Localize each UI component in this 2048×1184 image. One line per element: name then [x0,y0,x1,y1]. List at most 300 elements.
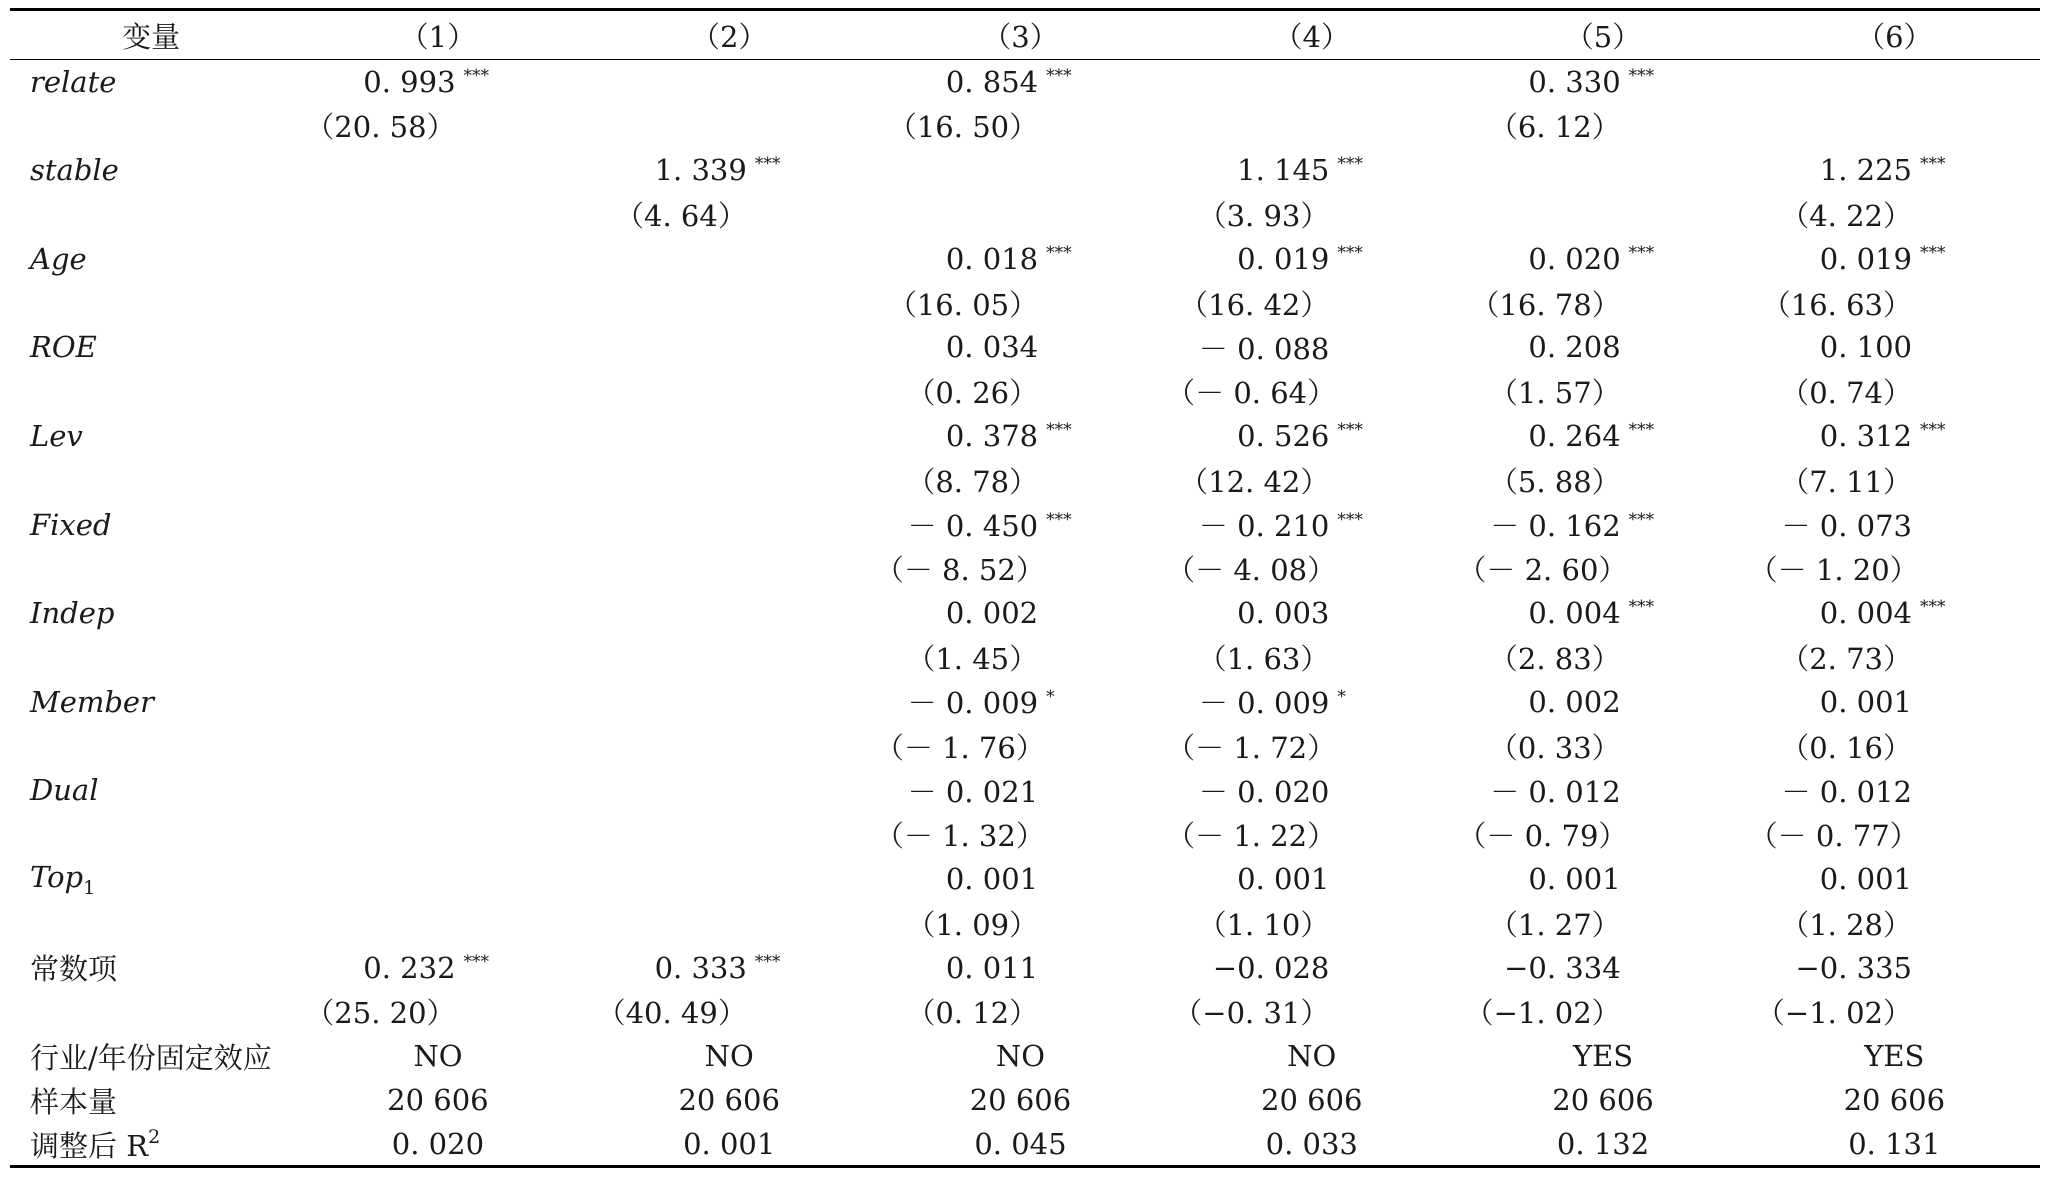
empty-cell [10,281,292,325]
coef-cell: 1. 225 *** [1819,153,1946,188]
t-stat-cell [1457,724,1748,768]
variable-name [10,237,292,281]
t-stat-cell [1166,724,1457,768]
summary-value: YES [1864,1039,1925,1074]
t-stat-cell [584,635,875,679]
empty-cell [10,724,292,768]
variable-name [10,414,292,458]
t-stat-value: （−0. 31） [1173,996,1330,1031]
t-stat-value: （5. 88） [1488,464,1621,499]
t-stat-cell [1749,724,2040,768]
summary-value: YES [1572,1039,1634,1074]
coef-value: 0. 034 [945,330,1039,365]
coef-cell: 0. 333 *** [654,950,781,985]
t-stat-value: （16. 50） [887,110,1039,145]
t-stat-cell [1457,192,1748,236]
coef-cell [1749,680,2040,724]
t-stat-row [10,370,2040,414]
t-stat-value: （0. 16） [1780,730,1912,765]
coef-cell: 0. 378 *** [945,419,1072,454]
table-body [10,60,2040,1167]
empty-cell [10,192,292,236]
model-6-header: （6） [1749,10,2040,60]
t-stat-cell [1457,547,1748,591]
coef-row [10,502,2040,546]
coef-value: 1. 145 [1237,153,1330,188]
coef-cell [1166,857,1457,901]
coef-cell [1166,325,1457,369]
coef-value: 0. 018 [945,241,1039,276]
t-stat-cell [292,635,583,679]
t-stat-cell [292,458,583,502]
coef-cell [1457,325,1748,369]
t-stat-value: （4. 22） [1780,199,1912,234]
coef-cell: 0. 993 *** [363,64,490,99]
coef-value: 0. 001 [945,861,1039,896]
t-stat-cell [292,901,583,945]
coef-row [10,60,2040,104]
t-stat-cell [1166,813,1457,857]
t-stat-row [10,281,2040,325]
variable-name [10,857,292,901]
coef-value: 0. 001 [1819,684,1912,719]
t-stat-cell [875,547,1166,591]
coef-cell: － 0. 210 *** [1198,509,1363,544]
summary-cell [1749,1123,2040,1167]
coef-value: 1. 225 [1819,153,1912,188]
t-stat-row [10,990,2040,1034]
summary-value: 20 606 [1261,1083,1363,1118]
coef-value: 0. 330 [1528,64,1621,99]
t-stat-cell [292,547,583,591]
t-stat-cell [584,281,875,325]
t-stat-row [10,192,2040,236]
t-stat-value: （－ 0. 64） [1166,376,1337,411]
variable-label: Age [30,241,87,276]
t-stat-cell [1166,370,1457,414]
empty-cell [10,813,292,857]
coef-value: 0. 001 [1819,861,1912,896]
t-stat-cell [875,990,1166,1034]
empty-cell [10,370,292,414]
coef-row [10,945,2040,989]
t-stat-cell [1457,104,1748,148]
t-stat-value: （1. 09） [906,907,1039,942]
summary-cell [1749,1034,2040,1078]
t-stat-row [10,547,2040,591]
coef-cell: 0. 854 *** [945,64,1072,99]
coef-cell [875,325,1166,369]
coef-value: 0. 333 [654,950,747,985]
summary-value: 0. 020 [391,1127,485,1162]
summary-value: 0. 045 [974,1127,1067,1162]
t-stat-cell [584,370,875,414]
coef-cell [875,591,1166,635]
summary-value: NO [1287,1039,1337,1074]
t-stat-cell [1749,370,2040,414]
t-stat-cell [1166,990,1457,1034]
coef-cell: 0. 330 *** [1528,64,1655,99]
coef-value: 0. 020 [1528,241,1621,276]
coef-value: −0. 335 [1795,950,1912,985]
coef-cell: 0. 018 *** [945,241,1072,276]
t-stat-value: （－ 0. 77） [1748,819,1919,854]
model-5-header: （5） [1457,10,1748,60]
t-stat-cell [1457,370,1748,414]
t-stat-cell [875,370,1166,414]
coef-cell [584,325,875,369]
summary-value: 20 606 [1552,1083,1654,1118]
coef-row [10,414,2040,458]
coef-value: 0. 019 [1237,241,1330,276]
coef-row [10,768,2040,812]
t-stat-cell [584,724,875,768]
summary-label [10,1123,292,1167]
t-stat-cell [875,104,1166,148]
model-2-header: （2） [584,10,875,60]
t-stat-cell [875,281,1166,325]
coef-value: 0. 854 [945,64,1039,99]
coef-cell [1749,945,2040,989]
coef-value: 0. 004 [1528,596,1621,631]
t-stat-cell [1457,458,1748,502]
t-stat-cell [875,901,1166,945]
t-stat-cell [584,990,875,1034]
variable-label: ROE [30,330,97,365]
t-stat-cell [584,192,875,236]
coef-row [10,680,2040,724]
summary-cell [292,1078,583,1122]
coef-cell: － 0. 009 * [907,686,1055,721]
coef-row [10,148,2040,192]
t-stat-cell [1166,192,1457,236]
t-stat-value: （2. 73） [1780,642,1912,676]
t-stat-value: （3. 93） [1197,199,1330,234]
empty-cell [10,547,292,591]
coef-value: － 0. 012 [1490,774,1621,809]
summary-cell [875,1078,1166,1122]
t-stat-value: （16. 05） [887,287,1039,322]
coef-cell [1749,768,2040,812]
variable-label: Fixed [30,507,112,542]
coef-value: － 0. 088 [1198,331,1330,366]
coef-cell [584,857,875,901]
variable-label: Member [30,684,154,719]
t-stat-cell [1166,458,1457,502]
t-stat-value: （0. 74） [1780,376,1912,411]
summary-value: 20 606 [969,1083,1072,1118]
coef-value: 0. 001 [1237,861,1330,896]
t-stat-cell [875,458,1166,502]
summary-cell [1166,1034,1457,1078]
coef-value: 0. 264 [1528,419,1621,454]
variable-column-header: 变量 [10,10,292,60]
t-stat-cell [1749,547,2040,591]
t-stat-cell [292,281,583,325]
coef-value: 0. 002 [1528,684,1621,719]
summary-value: 20 606 [387,1083,489,1118]
t-stat-value: （6. 12） [1488,110,1621,145]
empty-cell [10,104,292,148]
t-stat-value: （－ 8. 52） [874,553,1045,588]
coef-cell [584,768,875,812]
t-stat-row [10,813,2040,857]
coef-value: － 0. 162 [1490,509,1621,544]
coef-cell: 1. 339 *** [654,153,781,188]
summary-cell [584,1034,875,1078]
coef-cell [292,414,583,458]
variable-name [10,60,292,104]
t-stat-value: （16. 63） [1761,287,1912,322]
coef-cell [584,680,875,724]
coef-value: － 0. 450 [907,509,1039,544]
t-stat-row [10,724,2040,768]
summary-value: 0. 033 [1265,1127,1358,1162]
summary-value: NO [704,1039,754,1074]
summary-value: 0. 131 [1848,1127,1941,1162]
t-stat-cell [1166,281,1457,325]
t-stat-cell [1457,990,1748,1034]
summary-cell [584,1123,875,1167]
coef-value: 0. 526 [1237,419,1330,454]
variable-label: Indep [30,596,115,631]
t-stat-value: （－ 4. 08） [1166,553,1337,588]
summary-cell [584,1078,875,1122]
coef-value: － 0. 020 [1198,774,1330,809]
empty-cell [10,901,292,945]
t-stat-cell [292,990,583,1034]
t-stat-value: （40. 49） [596,996,747,1031]
t-stat-cell [1457,635,1748,679]
t-stat-cell [584,547,875,591]
summary-value: 0. 001 [683,1127,776,1162]
coef-cell [1749,325,2040,369]
coef-cell [292,325,583,369]
t-stat-value: （4. 64） [615,199,747,234]
t-stat-value: （－ 2. 60） [1457,553,1628,588]
t-stat-value: （16. 78） [1470,287,1621,322]
fixed-effects-row [10,1034,2040,1078]
coef-value: － 0. 210 [1198,509,1330,544]
t-stat-value: （0. 26） [906,376,1039,411]
coef-value: － 0. 009 [1198,686,1330,721]
coef-value: 0. 232 [363,950,456,985]
regression-table [10,8,2040,1168]
coef-cell [292,857,583,901]
t-stat-value: （−1. 02） [1464,996,1621,1031]
t-stat-cell [1166,547,1457,591]
t-stat-cell [1457,813,1748,857]
coef-cell: 0. 020 *** [1528,241,1655,276]
summary-cell [875,1123,1166,1167]
t-stat-row [10,104,2040,148]
variable-name [10,148,292,192]
t-stat-value: （1. 57） [1488,376,1621,411]
summary-value: NO [995,1039,1046,1074]
coef-value: 1. 339 [654,153,747,188]
summary-label [10,1034,292,1078]
t-stat-value: （2. 83） [1488,642,1621,676]
summary-value: 20 606 [1843,1083,1946,1118]
coef-cell [584,591,875,635]
coef-cell [1749,857,2040,901]
sample-size-row [10,1078,2040,1122]
coef-row [10,325,2040,369]
variable-label: Top [30,859,84,894]
coef-cell: 0. 232 *** [363,950,490,985]
t-stat-cell [1749,901,2040,945]
coef-cell [292,768,583,812]
empty-cell [10,990,292,1034]
coef-cell [292,680,583,724]
coef-cell: － 0. 450 *** [907,509,1072,544]
t-stat-cell [1457,281,1748,325]
coef-row [10,857,2040,901]
t-stat-cell [1749,813,2040,857]
adj-r2-row [10,1123,2040,1167]
variable-subscript: 1 [83,876,96,899]
coef-value: － 0. 073 [1781,509,1912,544]
model-4-header: （4） [1166,10,1457,60]
coef-cell: 0. 312 *** [1819,419,1946,454]
summary-label-superscript: 2 [148,1125,161,1148]
t-stat-value: （－ 1. 76） [874,730,1045,765]
coef-cell: 0. 004 *** [1819,596,1946,631]
variable-name [10,680,292,724]
coef-cell [1457,768,1748,812]
t-stat-row [10,458,2040,502]
coef-cell [875,945,1166,989]
coef-cell [1457,857,1748,901]
coef-cell [584,502,875,546]
variable-label: Lev [30,419,83,454]
coef-value: 0. 003 [1237,596,1330,631]
coef-cell [1457,148,1748,192]
coef-value: 0. 993 [363,64,456,99]
summary-cell [1457,1123,1748,1167]
coef-value: － 0. 009 [907,686,1039,721]
t-stat-cell [584,104,875,148]
summary-cell [1166,1123,1457,1167]
t-stat-value: （25. 20） [305,996,456,1031]
t-stat-cell [1166,901,1457,945]
model-3-header: （3） [875,10,1166,60]
coef-value: 0. 002 [945,596,1039,631]
t-stat-value: （1. 10） [1197,907,1330,942]
t-stat-cell [292,813,583,857]
variable-name [10,591,292,635]
coef-cell [1166,60,1457,104]
t-stat-value: （1. 45） [906,642,1039,676]
model-1-header: （1） [292,10,583,60]
summary-cell [875,1034,1166,1078]
coef-cell [1166,945,1457,989]
summary-cell [292,1123,583,1167]
coef-cell [1166,591,1457,635]
coef-value: 0. 208 [1528,330,1621,365]
t-stat-row [10,901,2040,945]
coef-cell: 0. 019 *** [1819,241,1946,276]
t-stat-value: （−1. 02） [1755,996,1912,1031]
t-stat-value: （16. 42） [1179,287,1330,322]
coef-cell: 1. 145 *** [1237,153,1363,188]
variable-name [10,325,292,369]
summary-cell [1457,1078,1748,1122]
coef-value: 0. 011 [945,950,1039,985]
coef-cell: 0. 019 *** [1237,241,1363,276]
variable-label: 常数项 [30,952,118,987]
t-stat-cell [1749,990,2040,1034]
t-stat-cell [292,104,583,148]
t-stat-value: （20. 58） [305,110,456,145]
coef-row [10,237,2040,281]
coef-cell: 0. 264 *** [1528,419,1655,454]
t-stat-cell [875,724,1166,768]
coef-cell [1749,60,2040,104]
t-stat-row [10,635,2040,679]
t-stat-value: （1. 28） [1780,907,1912,942]
t-stat-value: （0. 12） [906,996,1039,1031]
coef-value: － 0. 021 [907,774,1039,809]
coef-cell [875,768,1166,812]
empty-cell [10,635,292,679]
coef-value: 0. 312 [1819,419,1912,454]
coef-cell [292,591,583,635]
variable-name [10,502,292,546]
coef-row [10,591,2040,635]
summary-value: 20 606 [678,1083,780,1118]
t-stat-value: （－ 1. 32） [874,819,1045,854]
coef-cell [1749,502,2040,546]
t-stat-value: （0. 33） [1488,730,1621,765]
t-stat-cell [292,724,583,768]
coef-cell [584,237,875,281]
coef-cell [1457,945,1748,989]
empty-cell [10,458,292,502]
t-stat-value: （8. 78） [906,464,1039,499]
coef-value: 0. 019 [1819,241,1912,276]
coef-value: −0. 334 [1504,950,1621,985]
summary-value: 0. 132 [1556,1127,1650,1162]
summary-label-text: 样本量 [30,1084,118,1119]
t-stat-value: （12. 42） [1179,464,1330,499]
summary-label [10,1078,292,1122]
header-row [10,10,2040,60]
variable-label: Dual [30,773,99,808]
coef-cell: 0. 004 *** [1528,596,1655,631]
t-stat-cell [1457,901,1748,945]
coef-cell [1166,768,1457,812]
coef-cell: 0. 526 *** [1237,419,1363,454]
t-stat-value: （1. 63） [1197,642,1330,676]
t-stat-cell [875,192,1166,236]
t-stat-value: （－ 1. 20） [1748,553,1919,588]
t-stat-cell [875,635,1166,679]
variable-name [10,768,292,812]
t-stat-cell [1749,635,2040,679]
coef-value: −0. 028 [1212,950,1330,985]
coef-cell [584,60,875,104]
coef-cell [292,502,583,546]
summary-label-text: 调整后 R [30,1128,149,1163]
t-stat-cell [584,458,875,502]
summary-cell [1457,1034,1748,1078]
coef-cell [292,148,583,192]
coef-value: 0. 004 [1819,596,1912,631]
variable-name [10,945,292,989]
t-stat-cell [1166,635,1457,679]
t-stat-value: （1. 27） [1488,907,1621,942]
